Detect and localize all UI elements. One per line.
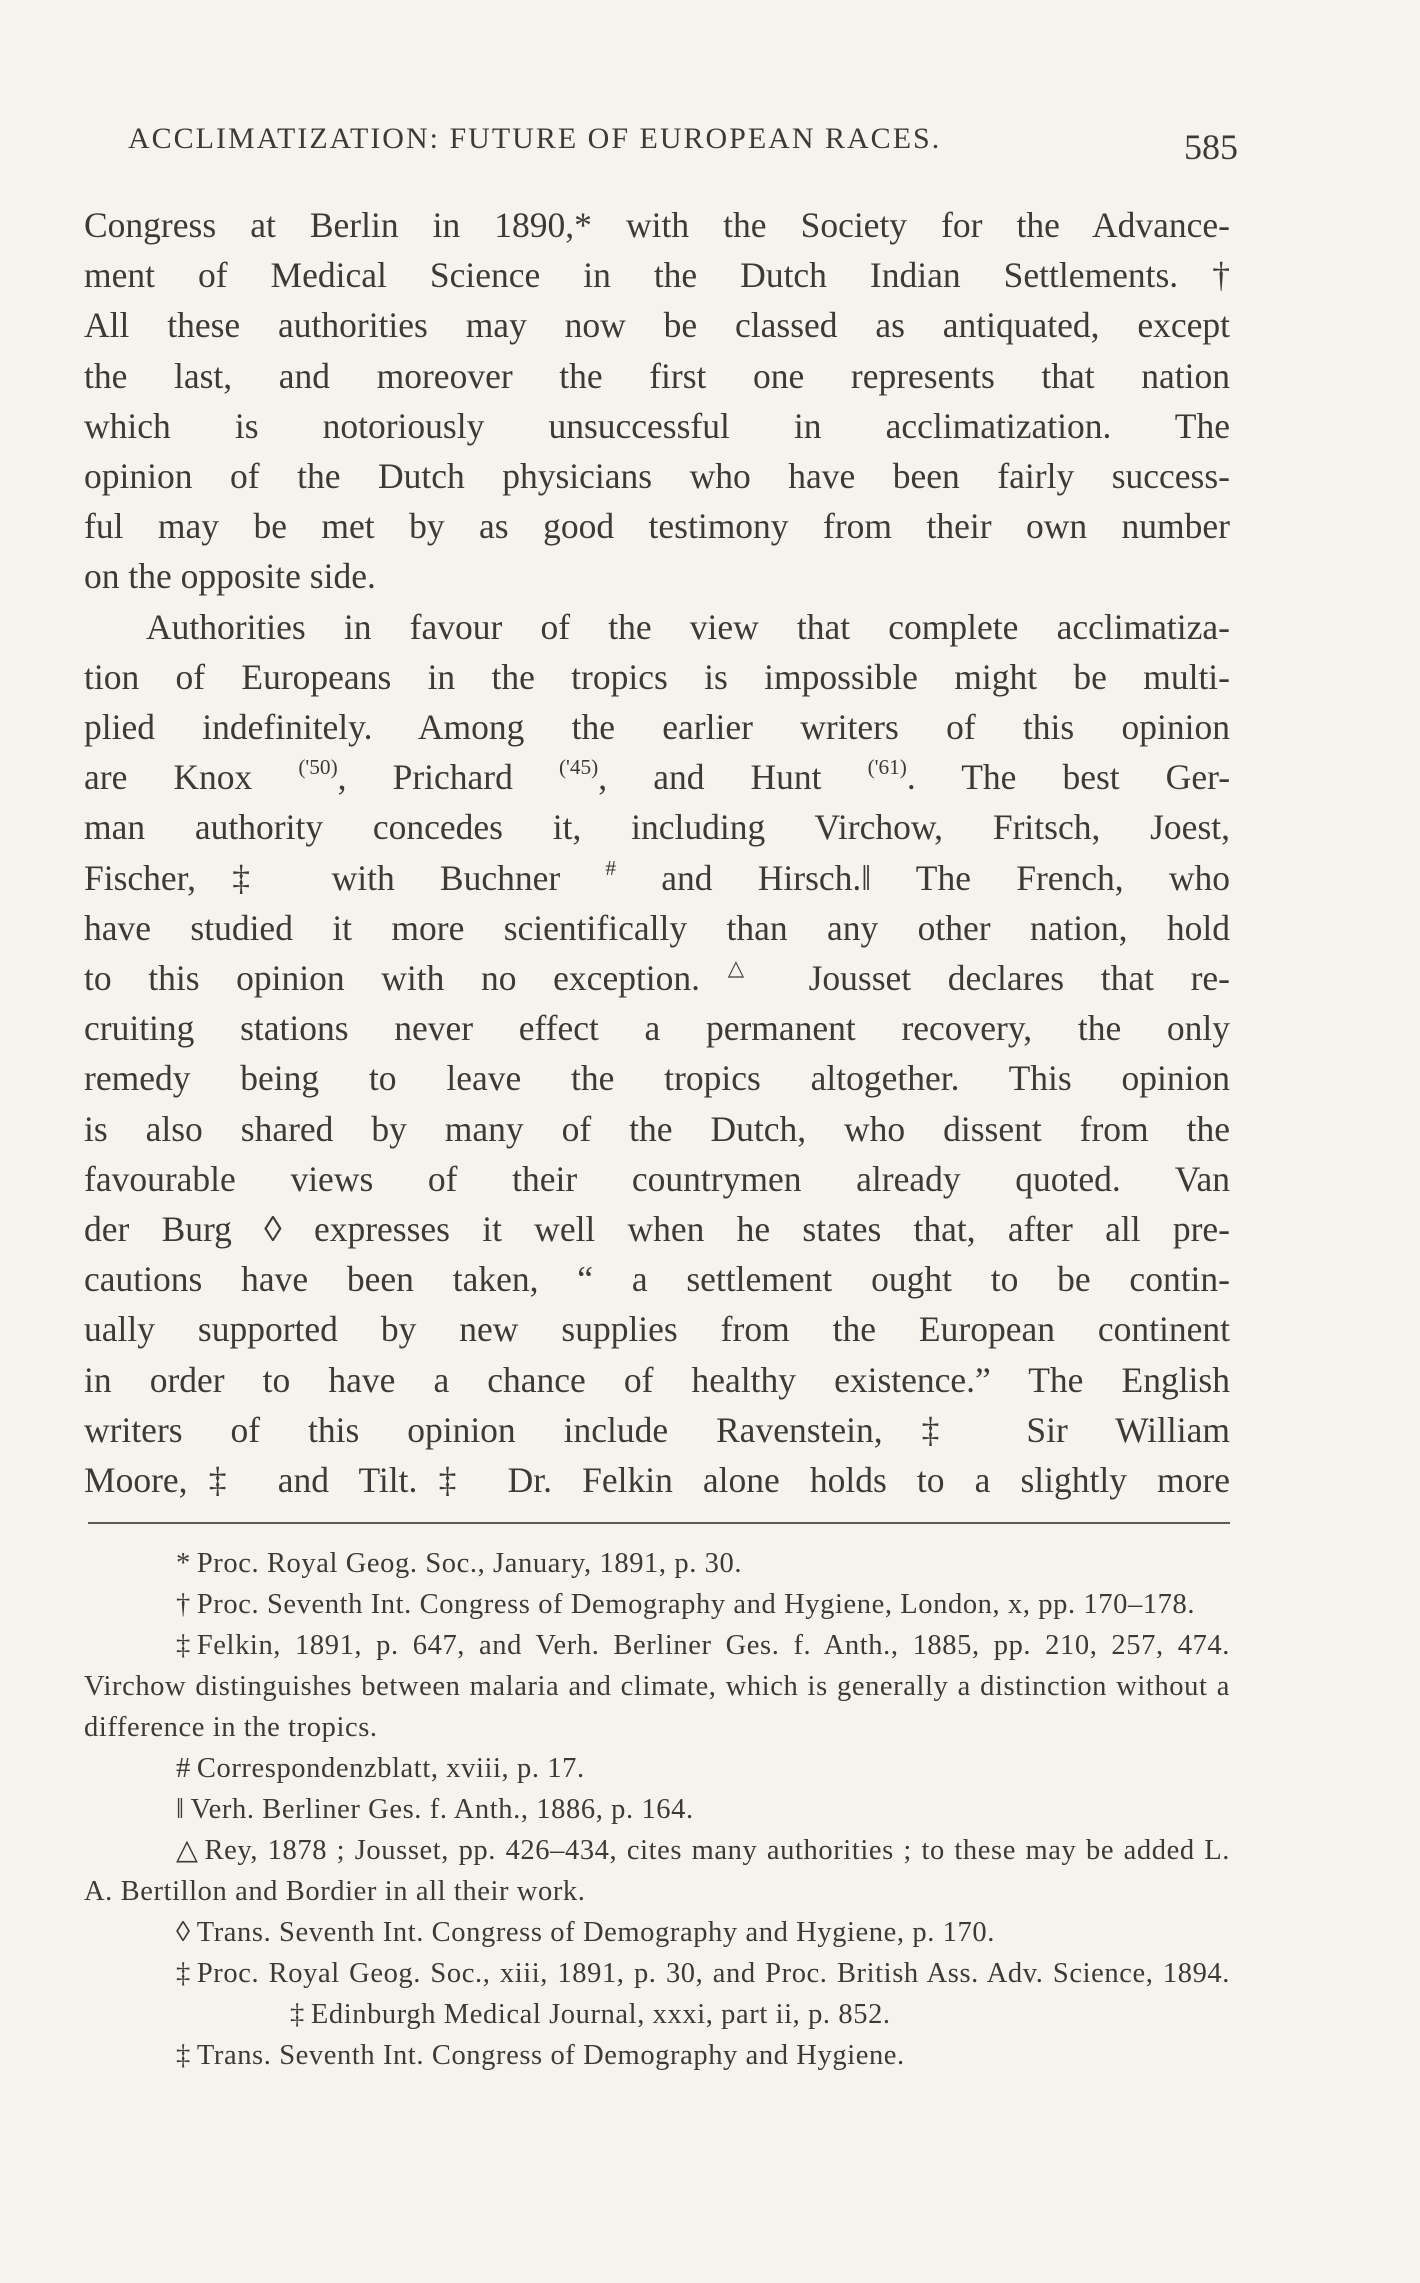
text-line-footnote-ref <box>84 953 1230 1003</box>
footnote-ref: # <box>605 855 617 880</box>
text-line: ful may be met by as good testimony from their own number <box>84 506 1230 547</box>
footnote-text: Verh. Berliner Ges. f. Anth., 1886, p. 164. <box>190 1794 694 1825</box>
footnote-marker: ‡ <box>176 1630 191 1661</box>
text-line: is also shared by many of the Dutch, who dissent from the <box>84 1108 1230 1149</box>
footnote-item <box>84 1625 1230 1748</box>
text-line: Congress at Berlin in 1890,* with the Society for the Advance- <box>84 205 1230 245</box>
footnote-text: Edinburgh Medical Journal, xxxi, part ii, p. 852. <box>310 1999 891 2030</box>
text-fragment: , and Hunt <box>598 757 868 798</box>
footnote-item <box>84 1830 1230 1912</box>
text-line: Authorities in favour of the view that complete acclimatiza- <box>146 606 1230 647</box>
running-title: ACCLIMATIZATION: FUTURE OF EUROPEAN RACES. <box>128 122 942 155</box>
text-line: on the opposite side. <box>84 556 376 597</box>
footnote-marker: ‡ <box>176 2040 191 2071</box>
footnote-text: Rey, 1878 ; Jousset, pp. 426–434, cites many authorities ; to these may be added L. A. Bertillon and Bordier in all their work. <box>84 1835 1230 1907</box>
text-fragment: , Prichard <box>337 757 559 798</box>
footnote-marker: * <box>176 1548 191 1579</box>
paragraph-authorities <box>84 602 1230 1506</box>
text-line: have studied it more scientifically than any other nation, hold <box>84 907 1230 948</box>
text-line-footnote-ref <box>84 853 1230 903</box>
text-line: writers of this opinion include Ravenstein,‡ Sir William <box>84 1409 1230 1450</box>
footnote-divider <box>88 1522 1230 1524</box>
citation-ref: ('50) <box>298 755 338 780</box>
paragraph-continued <box>84 200 1230 602</box>
text-line: in order to have a chance of healthy existence.” The English <box>84 1359 1230 1400</box>
footnote-marker: △ <box>176 1835 199 1866</box>
text-line: tion of Europeans in the tropics is impossible might be multi- <box>84 656 1230 697</box>
text-line: ment of Medical Science in the Dutch Indian Settlements.† <box>84 255 1230 296</box>
text-fragment: are Knox <box>84 757 299 798</box>
text-line: Moore,‡ and Tilt.‡ Dr. Felkin alone holds to a slightly more <box>84 1460 1230 1501</box>
text-fragment: to this opinion with no exception. <box>84 958 701 999</box>
footnote-marker: # <box>176 1753 191 1784</box>
footnote-item <box>84 1912 1230 1953</box>
text-line: cautions have been taken, “ a settlement ought to be contin- <box>84 1259 1230 1300</box>
footnote-item <box>84 1584 1230 1625</box>
text-line: favourable views of their countrymen already quoted. Van <box>84 1158 1230 1199</box>
footnote-item <box>84 1789 1230 1830</box>
footnote-marker: ‡ <box>176 1958 191 1989</box>
footnote-text: Trans. Seventh Int. Congress of Demography and Hygiene. <box>196 2040 905 2071</box>
body-text <box>84 200 1230 1505</box>
footnote-item <box>84 2035 1230 2076</box>
footnote-text: Proc. Royal Geog. Soc., January, 1891, p. 30. <box>196 1548 743 1579</box>
footnote-text: Proc. Seventh Int. Congress of Demography and Hygiene, London, x, pp. 170–178. <box>196 1589 1196 1620</box>
text-fragment: . The best Ger- <box>906 757 1231 798</box>
footnote-text: Trans. Seventh Int. Congress of Demography and Hygiene, p. 170. <box>196 1917 995 1948</box>
footnote-text: Proc. Royal Geog. Soc., xiii, 1891, p. 30, and Proc. British Ass. Adv. Science, 1894. <box>196 1958 1230 1989</box>
text-line: der Burg ◊ expresses it well when he states that, after all pre- <box>84 1209 1230 1250</box>
footnote-marker: ‡ <box>290 1999 305 2030</box>
text-line: remedy being to leave the tropics altogether. This opinion <box>84 1058 1230 1099</box>
footnote-item <box>84 1748 1230 1789</box>
footnote-text: Correspondenzblatt, xviii, p. 17. <box>196 1753 585 1784</box>
text-fragment: and Hirsch.‖ The French, who <box>616 857 1230 898</box>
text-line: All these authorities may now be classed as antiquated, except <box>84 305 1230 346</box>
footnotes <box>84 1543 1230 2076</box>
footnote-item <box>84 1953 1230 2035</box>
footnote-item <box>84 1543 1230 1584</box>
citation-ref: ('61) <box>867 755 907 780</box>
text-line: opinion of the Dutch physicians who have been fairly success- <box>84 456 1230 497</box>
footnote-marker: ‖ <box>176 1794 185 1825</box>
text-fragment: Fischer,‡ with Buchner <box>84 857 606 898</box>
running-head <box>128 118 1238 168</box>
text-fragment: Jousset declares that re- <box>771 958 1230 999</box>
text-line: man authority concedes it, including Virchow, Fritsch, Joest, <box>84 807 1230 848</box>
footnote-marker: † <box>176 1589 191 1620</box>
footnote-text: Felkin, 1891, p. 647, and Verh. Berliner Ges. f. Anth., 1885, pp. 210, 257, 474. Virchow distinguishes between malaria and climate, which is generally a distinction without a difference in the tropics. <box>84 1630 1230 1743</box>
footnote-marker: ◊ <box>176 1917 191 1948</box>
page-number: 585 <box>1184 127 1238 167</box>
text-line: ually supported by new supplies from the European continent <box>84 1309 1230 1350</box>
text-line: plied indefinitely. Among the earlier writers of this opinion <box>84 707 1230 748</box>
text-line-citations <box>84 752 1230 802</box>
text-line: the last, and moreover the first one represents that nation <box>84 355 1230 396</box>
text-line: which is notoriously unsuccessful in acclimatization. The <box>84 405 1230 446</box>
text-line: cruiting stations never effect a permanent recovery, the only <box>84 1008 1230 1049</box>
citation-ref: ('45) <box>558 755 599 780</box>
footnote-ref: △ <box>700 956 772 981</box>
